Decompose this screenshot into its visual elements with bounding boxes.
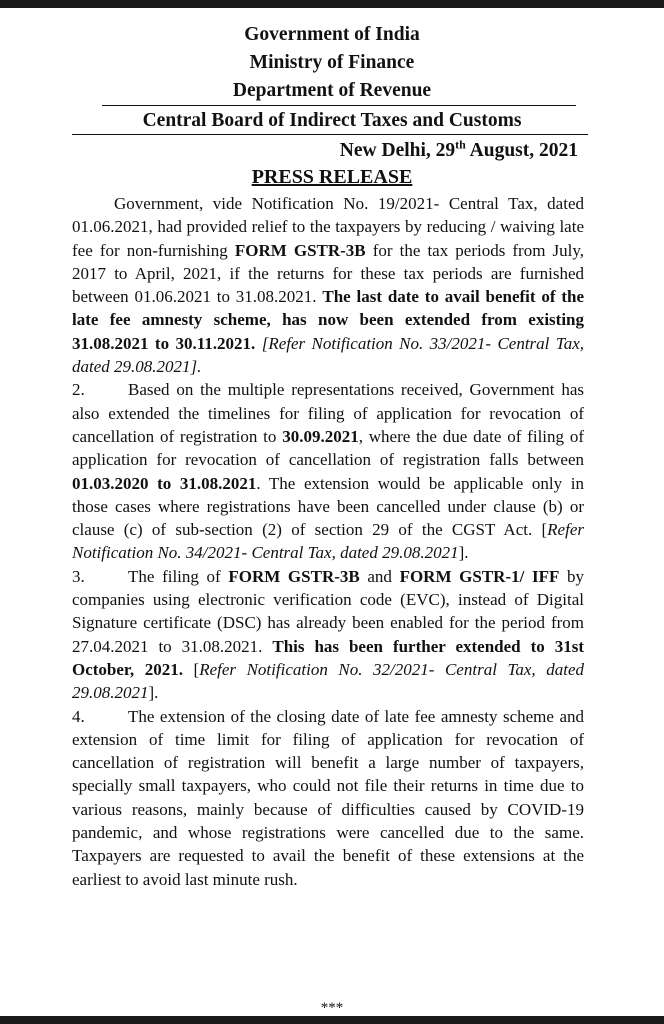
paragraph-1 xyxy=(72,192,584,378)
paragraph-3 xyxy=(72,565,584,705)
p2-number: 2. xyxy=(72,380,85,400)
p3-italic-1: Refer Notification No. 32/2021- Central Tax, dated 29.08.2021 xyxy=(72,659,584,703)
p3-bold-2: FORM GSTR-1/ IFF xyxy=(399,566,560,586)
p2-text-1: Based on the multiple representations received, Government has also extended the timelines for filing of application for revocation of cancellation of registration to xyxy=(72,380,584,446)
p2-bold-2: 01.03.2020 to 31.08.2021 xyxy=(72,473,257,493)
p1-text-2: for the tax periods from July, 2017 to April, 2021, if the returns for these tax periods are furnished between 01.06.2021 to 31.08.2021. xyxy=(72,240,584,307)
date-suffix: August, 2021 xyxy=(465,140,578,161)
p3-text-4: [ xyxy=(182,659,200,679)
p3-bold-3: This has been further extended to 31st October, 2021. xyxy=(72,636,584,679)
press-release-title: PRESS RELEASE xyxy=(251,166,413,188)
p3-text-2: and xyxy=(359,566,400,586)
p2-text-2: , where the due date of filing of application for revocation of cancellation of registration falls between xyxy=(72,426,584,470)
header-rule-bottom xyxy=(72,134,588,135)
p1-text-1: Government, vide Notification No. 19/2021- Central Tax, dated 01.06.2021, had provided relief to the taxpayers by reducing / waiving late fee for non-furnishing xyxy=(72,194,584,260)
top-border xyxy=(0,0,664,8)
p2-bold-1: 30.09.2021 xyxy=(282,426,359,446)
header-rule-top xyxy=(102,105,576,106)
p4-text-1: The extension of the closing date of late fee amnesty scheme and extension of time limit for filing of application for revocation of cancellation of registration will benefit a large number of taxpayers, specially small taxpayers, who could not file their returns in time due to various reasons, mainly because of difficulties caused by COVID-19 pandemic, and whose registrations were cancelled due to the same. Taxpayers are requested to avail the benefit of these extensions at the earliest to avoid last minute rush. xyxy=(72,706,584,889)
header-board: Central Board of Indirect Taxes and Customs xyxy=(142,110,522,131)
date-prefix: New Delhi, 29 xyxy=(339,140,456,161)
release-date xyxy=(340,137,578,164)
p3-text-3: by companies using electronic verification code (EVC), instead of Digital Signature certificate (DSC) has already been enabled for the period from 27.04.2021 to 31.08.2021. xyxy=(72,566,585,656)
paragraph-2 xyxy=(72,378,584,564)
p2-text-3: . The extension would be applicable only in those cases where registrations have been cancelled under clause (b) or clause (c) of sub-section (2) of section 29 of the CGST Act. [ xyxy=(72,473,584,540)
p2-italic-1: Refer Notification No. 34/2021- Central Tax, dated 29.08.2021 xyxy=(72,520,584,563)
end-marker: *** xyxy=(320,1000,344,1016)
p1-italic-1: [Refer Notification No. 33/2021- Central Tax, dated 29.08.2021]. xyxy=(72,333,584,377)
p1-bold-1: FORM GSTR-3B xyxy=(234,240,366,260)
paragraph-4 xyxy=(72,705,584,891)
press-release-body xyxy=(72,192,584,891)
header-ministry: Ministry of Finance xyxy=(249,52,415,73)
p1-bold-2: The last date to avail benefit of the late fee amnesty scheme, has now been extended from existing 31.08.2021 to 30.11.2021. xyxy=(72,287,585,353)
p2-text-4: ]. xyxy=(458,543,469,563)
p3-number: 3. xyxy=(72,566,85,586)
p4-number: 4. xyxy=(72,706,85,726)
bottom-border xyxy=(0,1016,664,1024)
header-department: Department of Revenue xyxy=(232,80,432,101)
p3-bold-1: FORM GSTR-3B xyxy=(228,566,360,586)
p3-text-1: The filing of xyxy=(128,566,229,586)
header-government: Government of India xyxy=(244,24,420,45)
p3-text-5: ]. xyxy=(148,683,159,703)
date-superscript: th xyxy=(455,137,466,152)
